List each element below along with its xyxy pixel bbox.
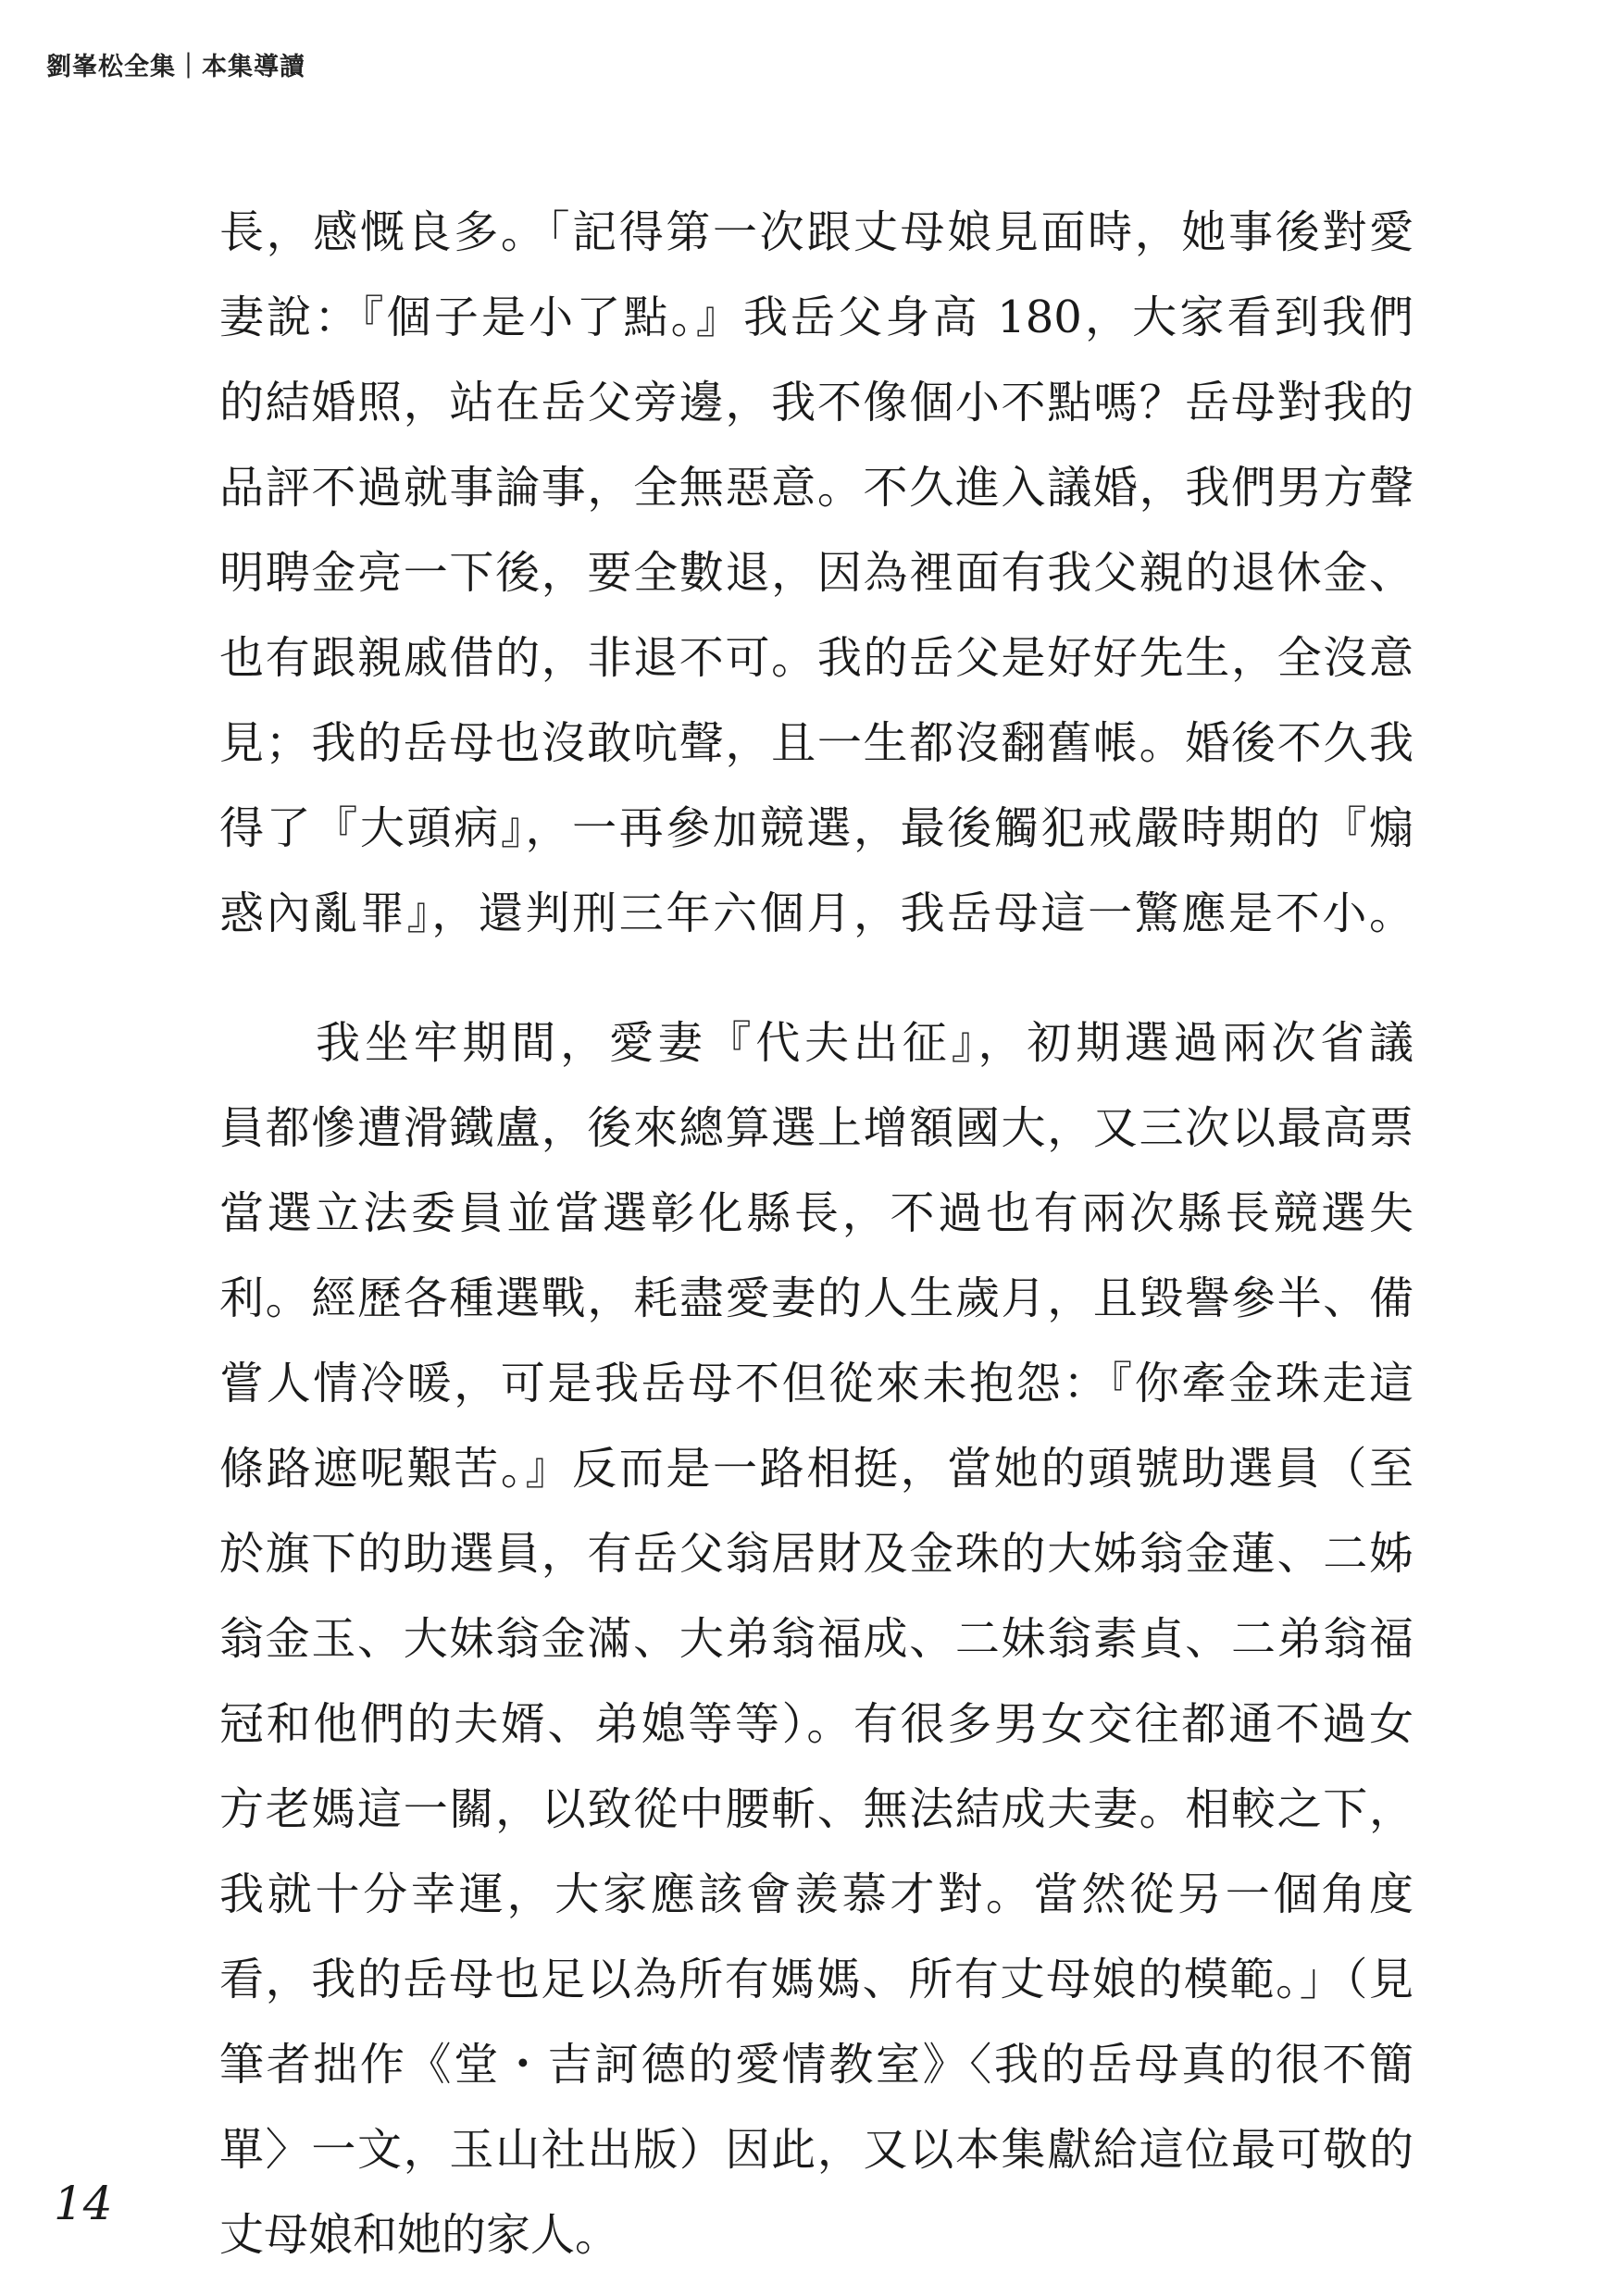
text-line: 利。經歷各種選戰，耗盡愛妻的人生歲月，且毀譽參半、備 [219, 1272, 1414, 1324]
text-line: 品評不過就事論事，全無惡意。不久進入議婚，我們男方聲 [219, 462, 1414, 514]
text-line: 當選立法委員並當選彰化縣長，不過也有兩次縣長競選失 [219, 1187, 1414, 1239]
text-line: 見；我的岳母也沒敢吭聲，且一生都沒翻舊帳。婚後不久我 [219, 717, 1414, 769]
text-line: 長，感慨良多。「記得第一次跟丈母娘見面時，她事後對愛 [219, 206, 1414, 258]
text-line: 妻說：『個子是小了點。』我岳父身高 180，大家看到我們 [219, 292, 1414, 343]
running-header: 劉峯松全集｜本集導讀 [46, 53, 305, 81]
text-line: 翁金玉、大妹翁金滿、大弟翁福成、二妹翁素貞、二弟翁福 [219, 1613, 1414, 1665]
text-line: 嘗人情冷暖，可是我岳母不但從來未抱怨：『你牽金珠走這 [219, 1358, 1414, 1409]
paragraph [219, 190, 1414, 956]
text-line: 單〉一文，玉山社出版）因此，又以本集獻給這位最可敬的 [219, 2124, 1414, 2176]
text-line: 明聘金亮一下後，要全數退，因為裡面有我父親的退休金、 [219, 547, 1414, 599]
text-line: 看，我的岳母也足以為所有媽媽、所有丈母娘的模範。」（見 [219, 1954, 1414, 2005]
page-number: 14 [54, 2177, 113, 2230]
text-line: 於旗下的助選員，有岳父翁居財及金珠的大姊翁金蓮、二姊 [219, 1528, 1414, 1580]
text-line: 惑內亂罪』，還判刑三年六個月，我岳母這一驚應是不小。 [219, 887, 1414, 939]
text-line: 冠和他們的夫婿、弟媳等等）。有很多男女交往都通不過女 [219, 1698, 1414, 1750]
body-text [219, 190, 1414, 2277]
text-line: 得了『大頭病』，一再參加競選，最後觸犯戒嚴時期的『煽 [219, 802, 1414, 854]
text-line: 的結婚照，站在岳父旁邊，我不像個小不點嗎？岳母對我的 [219, 377, 1414, 428]
text-line: 員都慘遭滑鐵盧，後來總算選上增額國大，又三次以最高票 [219, 1102, 1414, 1154]
text-line: 我就十分幸運，大家應該會羨慕才對。當然從另一個角度 [219, 1868, 1414, 1920]
text-line: 我坐牢期間，愛妻『代夫出征』，初期選過兩次省議 [316, 1017, 1414, 1069]
text-line: 也有跟親戚借的，非退不可。我的岳父是好好先生，全沒意 [219, 632, 1414, 684]
text-line: 方老媽這一關，以致從中腰斬、無法結成夫妻。相較之下， [219, 1783, 1414, 1835]
text-line: 條路遮呢艱苦。』反而是一路相挺，當她的頭號助選員（至 [219, 1443, 1414, 1495]
paragraph [219, 1000, 1414, 2277]
text-line: 丈母娘和她的家人。 [219, 2209, 620, 2261]
text-line: 筆者拙作《堂・吉訶德的愛情教室》〈我的岳母真的很不簡 [219, 2039, 1414, 2091]
